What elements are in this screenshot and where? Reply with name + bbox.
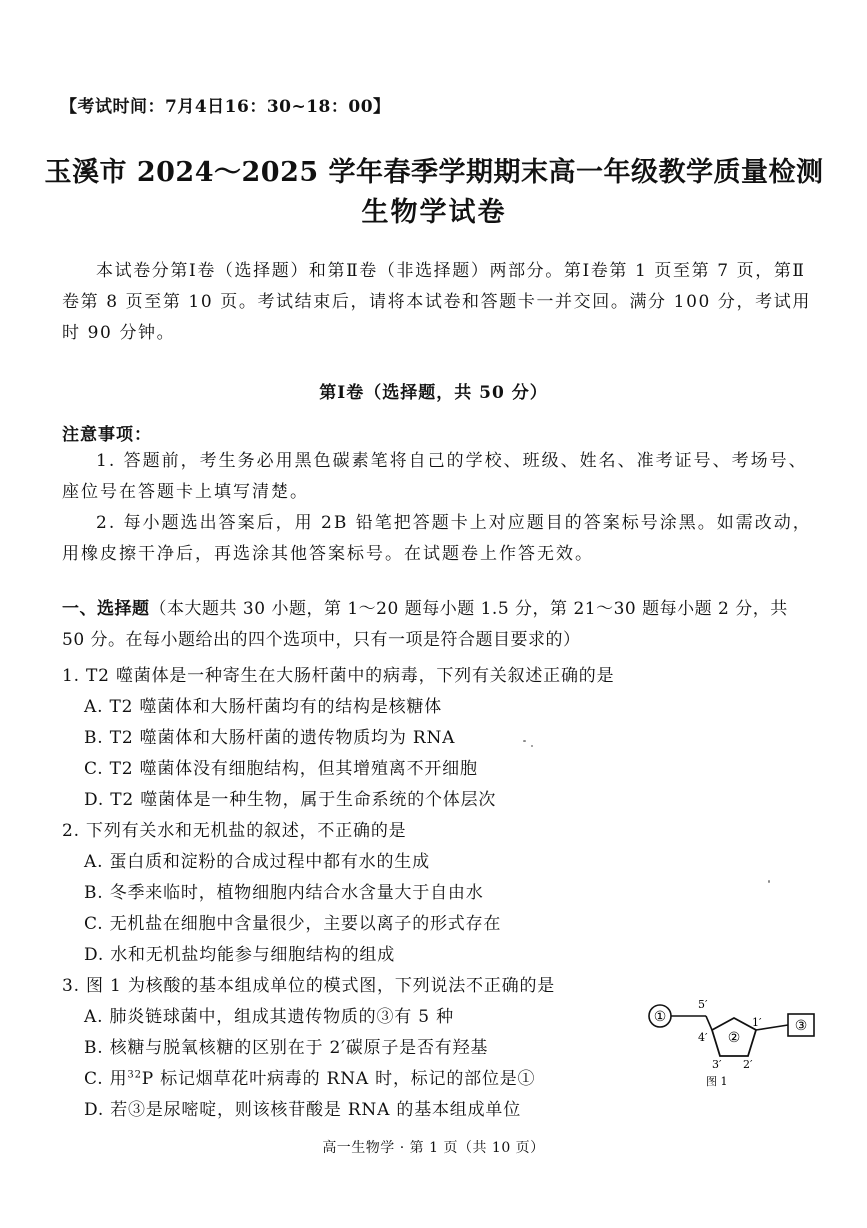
question-3-option-a: A. 肺炎链球菌中，组成其遗传物质的③有 5 种: [84, 1007, 454, 1027]
notice-item-2: 2. 每小题选出答案后，用 2B 铅笔把答题卡上对应题目的答案标号涂黑。如需改动，用橡皮擦干净后，再选涂其他答案标号。在试题卷上作答无效。: [62, 513, 812, 564]
volume-heading: 第Ⅰ卷（选择题，共 50 分）: [319, 383, 548, 403]
isotope-superscript: 32: [127, 1069, 142, 1081]
scan-speck: [531, 745, 533, 747]
question-1-option-b: B. T2 噬菌体和大肠杆菌的遗传物质均为 RNA: [84, 728, 456, 748]
section-description: （本大题共 30 小题，第 1～20 题每小题 1.5 分，第 21～30 题每小题 2 分，共 50 分。在每小题给出的四个选项中，只有一项是符合题目要求的）: [62, 599, 788, 650]
exam-title: 玉溪市 2024～2025 学年春季学期期末高一年级教学质量检测: [44, 157, 824, 188]
phosphate-label: ①: [653, 1009, 667, 1025]
question-3-option-c: [84, 1064, 535, 1089]
question-1-option-c: C. T2 噬菌体没有细胞结构，但其增殖离不开细胞: [84, 759, 478, 779]
question-3-option-d: D. 若③是尿嘧啶，则该核苷酸是 RNA 的基本组成单位: [84, 1100, 521, 1120]
c1-label: 1′: [752, 1016, 762, 1029]
section-label: 一、选择题: [62, 599, 150, 619]
section-heading: [62, 594, 812, 656]
scan-speck: [768, 880, 770, 883]
question-3-stem: 3. 图 1 为核酸的基本组成单位的模式图，下列说法不正确的是: [62, 976, 556, 996]
question-1-option-d: D. T2 噬菌体是一种生物，属于生命系统的个体层次: [84, 790, 497, 810]
c5-bond: [706, 1016, 712, 1030]
question-2-option-b: B. 冬季来临时，植物细胞内结合水含量大于自由水: [84, 883, 484, 903]
c3-label: 3′: [712, 1058, 722, 1071]
question-1-option-a: A. T2 噬菌体和大肠杆菌均有的结构是核糖体: [84, 697, 443, 717]
scan-speck: [523, 740, 526, 742]
intro-paragraph: 本试卷分第Ⅰ卷（选择题）和第Ⅱ卷（非选择题）两部分。第Ⅰ卷第 1 页至第 7 页，第Ⅱ卷第 8 页至第 10 页。考试结束后，请将本试卷和答题卡一并交回。满分 100 分，考试用时 90 分钟。: [62, 261, 811, 343]
question-2-stem: 2. 下列有关水和无机盐的叙述，不正确的是: [62, 821, 407, 841]
option-c-suffix: P 标记烟草花叶病毒的 RNA 时，标记的部位是①: [141, 1069, 536, 1089]
question-3-option-b: B. 核糖与脱氧核糖的区别在于 2′碳原子是否有羟基: [84, 1038, 489, 1058]
c4-label: 4′: [698, 1031, 708, 1044]
c5-label: 5′: [698, 998, 708, 1011]
sugar-label: ②: [727, 1030, 741, 1046]
option-c-prefix: C. 用: [84, 1069, 128, 1089]
question-2-option-c: C. 无机盐在细胞中含量很少，主要以离子的形式存在: [84, 914, 502, 934]
exam-time: 【考试时间：7月4日16：30~18：00】: [60, 97, 391, 117]
exam-subtitle: 生物学试卷: [361, 197, 507, 228]
question-1-stem: 1. T2 噬菌体是一种寄生在大肠杆菌中的病毒，下列有关叙述正确的是: [62, 666, 615, 686]
notice-item-1: 1. 答题前，考生务必用黑色碳素笔将自己的学校、班级、姓名、准考证号、考场号、座位号在答题卡上填写清楚。: [62, 451, 808, 502]
base-label: ③: [794, 1018, 808, 1034]
nucleotide-figure: [640, 994, 840, 1094]
figure-caption: 图 1: [706, 1075, 728, 1088]
c2-label: 2′: [743, 1058, 753, 1071]
question-2-option-d: D. 水和无机盐均能参与细胞结构的组成: [84, 945, 396, 965]
question-2-option-a: A. 蛋白质和淀粉的合成过程中都有水的生成: [84, 852, 430, 872]
notice-title: 注意事项：: [62, 425, 152, 445]
page-footer: 高一生物学 · 第 1 页（共 10 页）: [322, 1140, 545, 1156]
